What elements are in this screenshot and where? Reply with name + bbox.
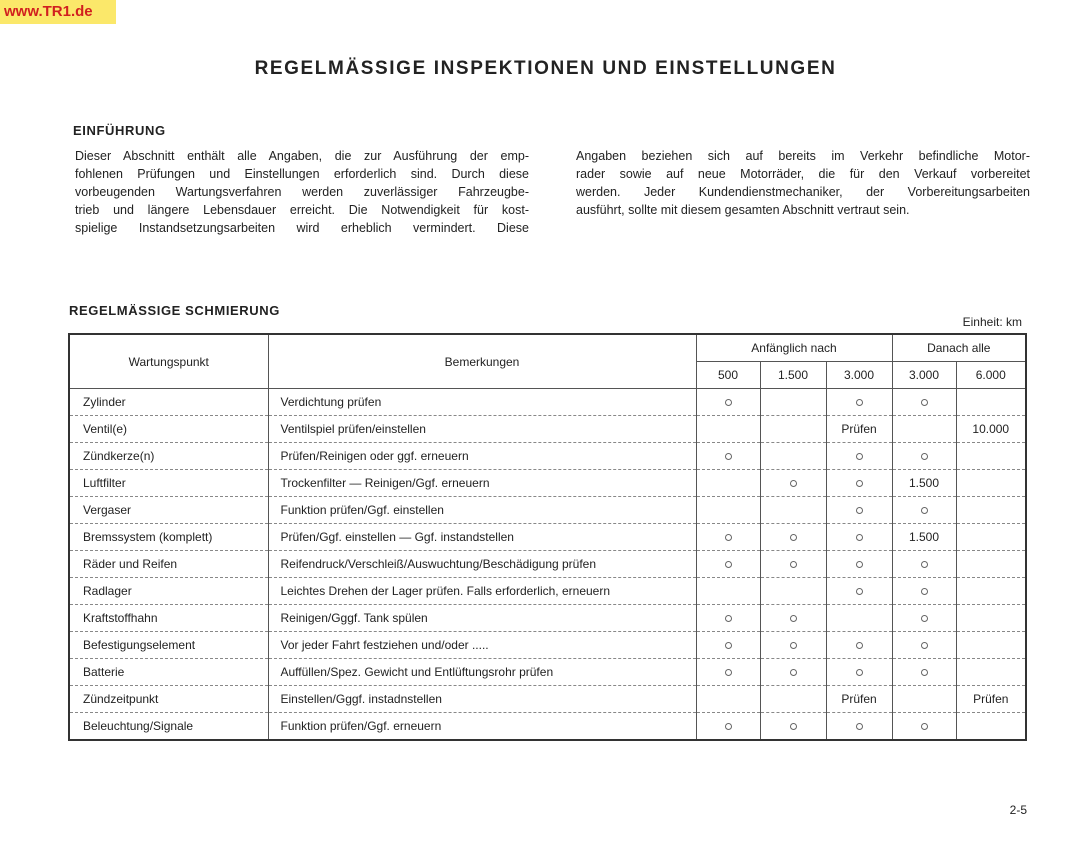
interval-cell [760,632,826,659]
circle-mark-icon [856,399,863,406]
maintenance-remark: Reifendruck/Verschleiß/Auswuchtung/Beschädigung prüfen [268,551,696,578]
maintenance-item: Zündzeitpunkt [69,686,268,713]
maintenance-remark: Auffüllen/Spez. Gewicht und Entlüftungsrohr prüfen [268,659,696,686]
interval-cell [892,686,956,713]
table-row [69,713,1026,741]
interval-cell [760,389,826,416]
maintenance-remark: Verdichtung prüfen [268,389,696,416]
interval-cell [760,524,826,551]
interval-cell [760,470,826,497]
circle-mark-icon [856,561,863,568]
watermark: www.TR1.de [0,0,116,24]
table-row [69,416,1026,443]
maintenance-item: Kraftstoffhahn [69,605,268,632]
intro-right-line: rader sowie auf neue Motorräder, die für den Verkauf vorbereitet [576,167,1030,181]
table-row [69,470,1026,497]
intro-right-line: ausführt, sollte mit diesem gesamten Abschnitt vertraut sein. [576,203,910,217]
circle-mark-icon [790,534,797,541]
intro-left-line: vorbeugenden Wartungsverfahren werden zuverlässiger Fahrzeugbe- [75,185,529,199]
header-interval: 1.500 [760,362,826,389]
interval-cell [892,713,956,741]
interval-cell [826,659,892,686]
table-row [69,632,1026,659]
interval-cell [956,497,1026,524]
schedule-heading: REGELMÄSSIGE SCHMIERUNG [69,303,280,318]
interval-cell [760,497,826,524]
interval-cell [826,713,892,741]
interval-cell [956,659,1026,686]
interval-cell [696,443,760,470]
interval-cell [760,659,826,686]
maintenance-item: Räder und Reifen [69,551,268,578]
interval-cell [892,605,956,632]
circle-mark-icon [725,453,732,460]
interval-cell [696,713,760,741]
maintenance-item: Bremssystem (komplett) [69,524,268,551]
interval-cell [956,389,1026,416]
maintenance-item: Zylinder [69,389,268,416]
circle-mark-icon [921,399,928,406]
circle-mark-icon [790,669,797,676]
interval-cell [892,389,956,416]
circle-mark-icon [790,480,797,487]
header-interval: 6.000 [956,362,1026,389]
intro-left-line: Dieser Abschnitt enthält alle Angaben, die zur Ausführung der emp- [75,149,529,163]
interval-cell [956,470,1026,497]
table-row [69,524,1026,551]
header-interval: 3.000 [826,362,892,389]
maintenance-remark: Leichtes Drehen der Lager prüfen. Falls erforderlich, erneuern [268,578,696,605]
maintenance-item: Befestigungselement [69,632,268,659]
maintenance-remark: Vor jeder Fahrt festziehen und/oder ..... [268,632,696,659]
table-row [69,605,1026,632]
interval-cell: Prüfen [826,686,892,713]
interval-cell [826,470,892,497]
interval-cell [956,524,1026,551]
interval-cell [826,443,892,470]
circle-mark-icon [921,507,928,514]
circle-mark-icon [725,534,732,541]
interval-cell: 1.500 [892,524,956,551]
circle-mark-icon [725,669,732,676]
interval-cell [760,605,826,632]
table-row [69,578,1026,605]
maintenance-remark: Prüfen/Ggf. einstellen — Ggf. instandstellen [268,524,696,551]
circle-mark-icon [790,723,797,730]
table-row [69,389,1026,416]
circle-mark-icon [725,642,732,649]
header-item: Wartungspunkt [69,334,268,389]
interval-cell [696,470,760,497]
interval-cell [760,443,826,470]
intro-left-line: trieb und längere Lebensdauer erreicht. Die Notwendigkeit für kost- [75,203,529,217]
circle-mark-icon [921,588,928,595]
circle-mark-icon [921,561,928,568]
interval-cell [760,578,826,605]
interval-cell [696,605,760,632]
circle-mark-icon [921,615,928,622]
interval-cell [826,497,892,524]
interval-cell [760,416,826,443]
maintenance-item: Ventil(e) [69,416,268,443]
maintenance-remark: Reinigen/Gggf. Tank spülen [268,605,696,632]
circle-mark-icon [856,723,863,730]
circle-mark-icon [725,561,732,568]
interval-cell [696,551,760,578]
circle-mark-icon [856,453,863,460]
circle-mark-icon [856,480,863,487]
circle-mark-icon [790,615,797,622]
interval-cell [826,524,892,551]
interval-cell [826,551,892,578]
circle-mark-icon [856,534,863,541]
table-row [69,551,1026,578]
interval-cell [892,632,956,659]
interval-cell [956,578,1026,605]
maintenance-remark: Prüfen/Reinigen oder ggf. erneuern [268,443,696,470]
interval-cell [956,632,1026,659]
interval-cell [696,389,760,416]
interval-cell [826,632,892,659]
maintenance-remark: Funktion prüfen/Ggf. erneuern [268,713,696,741]
maintenance-item: Luftfilter [69,470,268,497]
interval-cell [826,389,892,416]
maintenance-remark: Trockenfilter — Reinigen/Ggf. erneuern [268,470,696,497]
maintenance-remark: Einstellen/Gggf. instadnstellen [268,686,696,713]
interval-cell [892,659,956,686]
page-number: 2-5 [1009,803,1027,817]
table-row [69,659,1026,686]
interval-cell [696,497,760,524]
interval-cell [760,686,826,713]
interval-cell [956,605,1026,632]
circle-mark-icon [725,723,732,730]
table-row [69,497,1026,524]
interval-cell: Prüfen [826,416,892,443]
interval-cell [696,524,760,551]
interval-cell [892,416,956,443]
interval-cell [892,578,956,605]
circle-mark-icon [921,642,928,649]
interval-cell: 1.500 [892,470,956,497]
circle-mark-icon [856,507,863,514]
maintenance-item: Batterie [69,659,268,686]
header-remarks: Bemerkungen [268,334,696,389]
circle-mark-icon [725,615,732,622]
interval-cell [696,578,760,605]
circle-mark-icon [921,453,928,460]
interval-cell [826,578,892,605]
header-interval: 500 [696,362,760,389]
interval-cell [760,713,826,741]
interval-cell [956,443,1026,470]
maintenance-remark: Ventilspiel prüfen/einstellen [268,416,696,443]
circle-mark-icon [790,561,797,568]
interval-cell [696,686,760,713]
interval-cell [892,551,956,578]
maintenance-item: Vergaser [69,497,268,524]
interval-cell [892,443,956,470]
intro-left-column [75,147,529,237]
interval-cell [956,551,1026,578]
intro-left-line: spielige Instandsetzungsarbeiten wird erheblich vermindert. Diese [75,221,529,235]
table-row [69,443,1026,470]
interval-cell [696,659,760,686]
intro-right-line: werden. Jeder Kundendienstmechaniker, der Vorbereitungsarbeiten [576,185,1030,199]
header-then-group: Danach alle [892,334,1026,362]
circle-mark-icon [921,669,928,676]
interval-cell [956,713,1026,741]
interval-cell [696,416,760,443]
intro-left-line: fohlenen Prüfungen und Einstellungen erforderlich sind. Durch diese [75,167,529,181]
interval-cell: 10.000 [956,416,1026,443]
interval-cell [760,551,826,578]
header-interval: 3.000 [892,362,956,389]
circle-mark-icon [856,588,863,595]
circle-mark-icon [790,642,797,649]
circle-mark-icon [856,669,863,676]
interval-cell [696,632,760,659]
page-title: REGELMÄSSIGE INSPEKTIONEN UND EINSTELLUNGEN [254,58,837,79]
maintenance-item: Beleuchtung/Signale [69,713,268,741]
header-initial-group: Anfänglich nach [696,334,892,362]
interval-cell [892,497,956,524]
maintenance-remark: Funktion prüfen/Ggf. einstellen [268,497,696,524]
interval-cell [826,605,892,632]
circle-mark-icon [725,399,732,406]
intro-right-line: Angaben beziehen sich auf bereits im Verkehr befindliche Motor- [576,149,1030,163]
intro-right-column [576,147,1030,219]
circle-mark-icon [921,723,928,730]
circle-mark-icon [856,642,863,649]
maintenance-item: Zündkerze(n) [69,443,268,470]
table-row [69,686,1026,713]
unit-label: Einheit: km [962,315,1022,329]
table-body [69,389,1026,741]
interval-cell: Prüfen [956,686,1026,713]
maintenance-table [68,333,1027,741]
intro-heading: EINFÜHRUNG [73,123,166,138]
maintenance-item: Radlager [69,578,268,605]
